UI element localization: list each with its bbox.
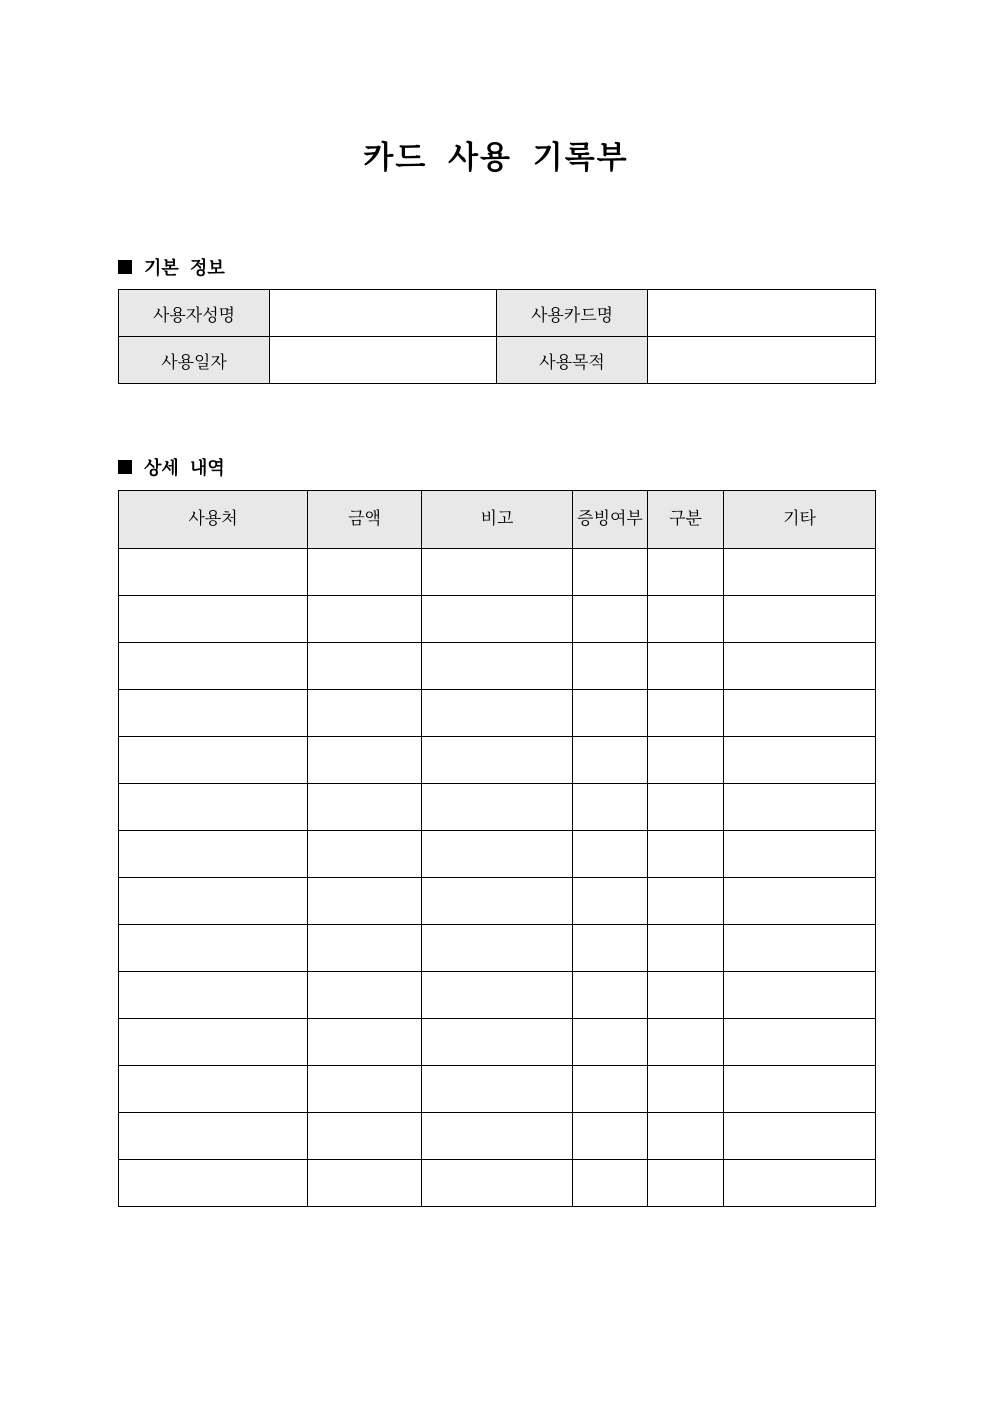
cell-place[interactable] [119,690,308,737]
usage-date-value[interactable] [270,337,497,384]
cell-amount[interactable] [308,1066,422,1113]
cell-other[interactable] [724,1113,876,1160]
cell-evidence[interactable] [573,737,648,784]
column-header-place: 사용처 [119,491,308,549]
cell-other[interactable] [724,1019,876,1066]
cell-evidence[interactable] [573,690,648,737]
column-header-remarks: 비고 [422,491,573,549]
cell-place[interactable] [119,596,308,643]
table-row [119,831,876,878]
cell-other[interactable] [724,643,876,690]
square-bullet-icon [118,260,132,274]
cell-remarks[interactable] [422,784,573,831]
table-row [119,690,876,737]
table-row [119,972,876,1019]
column-header-amount: 금액 [308,491,422,549]
cell-remarks[interactable] [422,878,573,925]
table-row [119,925,876,972]
cell-place[interactable] [119,925,308,972]
column-header-other: 기타 [724,491,876,549]
cell-evidence[interactable] [573,784,648,831]
cell-other[interactable] [724,878,876,925]
cell-other[interactable] [724,737,876,784]
cell-evidence[interactable] [573,878,648,925]
details-table [118,490,876,1207]
user-name-value[interactable] [270,290,497,337]
cell-category[interactable] [648,878,724,925]
cell-evidence[interactable] [573,643,648,690]
cell-remarks[interactable] [422,643,573,690]
cell-other[interactable] [724,925,876,972]
cell-place[interactable] [119,878,308,925]
cell-other[interactable] [724,1066,876,1113]
basic-info-row [119,290,876,337]
cell-place[interactable] [119,1019,308,1066]
cell-category[interactable] [648,690,724,737]
cell-category[interactable] [648,643,724,690]
column-header-evidence: 증빙여부 [573,491,648,549]
usage-purpose-label: 사용목적 [497,337,648,384]
table-row [119,596,876,643]
column-header-category: 구분 [648,491,724,549]
cell-amount[interactable] [308,831,422,878]
cell-category[interactable] [648,549,724,596]
table-row [119,1113,876,1160]
cell-place[interactable] [119,737,308,784]
cell-evidence[interactable] [573,972,648,1019]
cell-other[interactable] [724,972,876,1019]
cell-amount[interactable] [308,643,422,690]
cell-other[interactable] [724,831,876,878]
cell-remarks[interactable] [422,596,573,643]
cell-place[interactable] [119,972,308,1019]
usage-date-label: 사용일자 [119,337,270,384]
basic-info-heading-text: 기본 정보 [144,258,225,279]
cell-place[interactable] [119,1066,308,1113]
cell-other[interactable] [724,1160,876,1207]
table-row [119,549,876,596]
card-name-label: 사용카드명 [497,290,648,337]
cell-evidence[interactable] [573,596,648,643]
cell-remarks[interactable] [422,972,573,1019]
cell-amount[interactable] [308,784,422,831]
cell-amount[interactable] [308,925,422,972]
cell-amount[interactable] [308,878,422,925]
table-row [119,878,876,925]
cell-amount[interactable] [308,596,422,643]
details-heading [118,454,225,480]
cell-other[interactable] [724,596,876,643]
cell-remarks[interactable] [422,690,573,737]
cell-amount[interactable] [308,1113,422,1160]
cell-remarks[interactable] [422,831,573,878]
table-row [119,784,876,831]
user-name-label: 사용자성명 [119,290,270,337]
cell-other[interactable] [724,690,876,737]
cell-evidence[interactable] [573,1066,648,1113]
cell-category[interactable] [648,737,724,784]
square-bullet-icon [118,460,132,474]
cell-evidence[interactable] [573,831,648,878]
cell-amount[interactable] [308,549,422,596]
cell-category[interactable] [648,784,724,831]
cell-place[interactable] [119,784,308,831]
basic-info-heading [118,254,225,280]
details-table-body [119,549,876,1207]
cell-place[interactable] [119,831,308,878]
cell-place[interactable] [119,643,308,690]
card-name-value[interactable] [648,290,876,337]
basic-info-row [119,337,876,384]
cell-remarks[interactable] [422,1066,573,1113]
cell-remarks[interactable] [422,1113,573,1160]
table-row [119,737,876,784]
cell-amount[interactable] [308,972,422,1019]
cell-other[interactable] [724,784,876,831]
cell-place[interactable] [119,1113,308,1160]
cell-place[interactable] [119,549,308,596]
usage-purpose-value[interactable] [648,337,876,384]
cell-category[interactable] [648,1066,724,1113]
cell-remarks[interactable] [422,737,573,784]
cell-category[interactable] [648,925,724,972]
cell-remarks[interactable] [422,1019,573,1066]
cell-category[interactable] [648,972,724,1019]
table-row [119,1019,876,1066]
table-row [119,643,876,690]
cell-evidence[interactable] [573,549,648,596]
cell-evidence[interactable] [573,1019,648,1066]
table-row [119,1160,876,1207]
cell-amount[interactable] [308,1019,422,1066]
basic-info-table [118,289,876,384]
cell-evidence[interactable] [573,1160,648,1207]
cell-place[interactable] [119,1160,308,1207]
cell-amount[interactable] [308,737,422,784]
cell-amount[interactable] [308,1160,422,1207]
document-title: 카드 사용 기록부 [363,140,629,176]
cell-category[interactable] [648,831,724,878]
cell-category[interactable] [648,1113,724,1160]
cell-category[interactable] [648,1160,724,1207]
details-heading-text: 상세 내역 [144,458,225,479]
cell-evidence[interactable] [573,1113,648,1160]
cell-evidence[interactable] [573,925,648,972]
cell-amount[interactable] [308,690,422,737]
cell-remarks[interactable] [422,1160,573,1207]
cell-remarks[interactable] [422,925,573,972]
table-row [119,1066,876,1113]
cell-remarks[interactable] [422,549,573,596]
cell-category[interactable] [648,1019,724,1066]
details-header-row [119,491,876,549]
cell-category[interactable] [648,596,724,643]
cell-other[interactable] [724,549,876,596]
